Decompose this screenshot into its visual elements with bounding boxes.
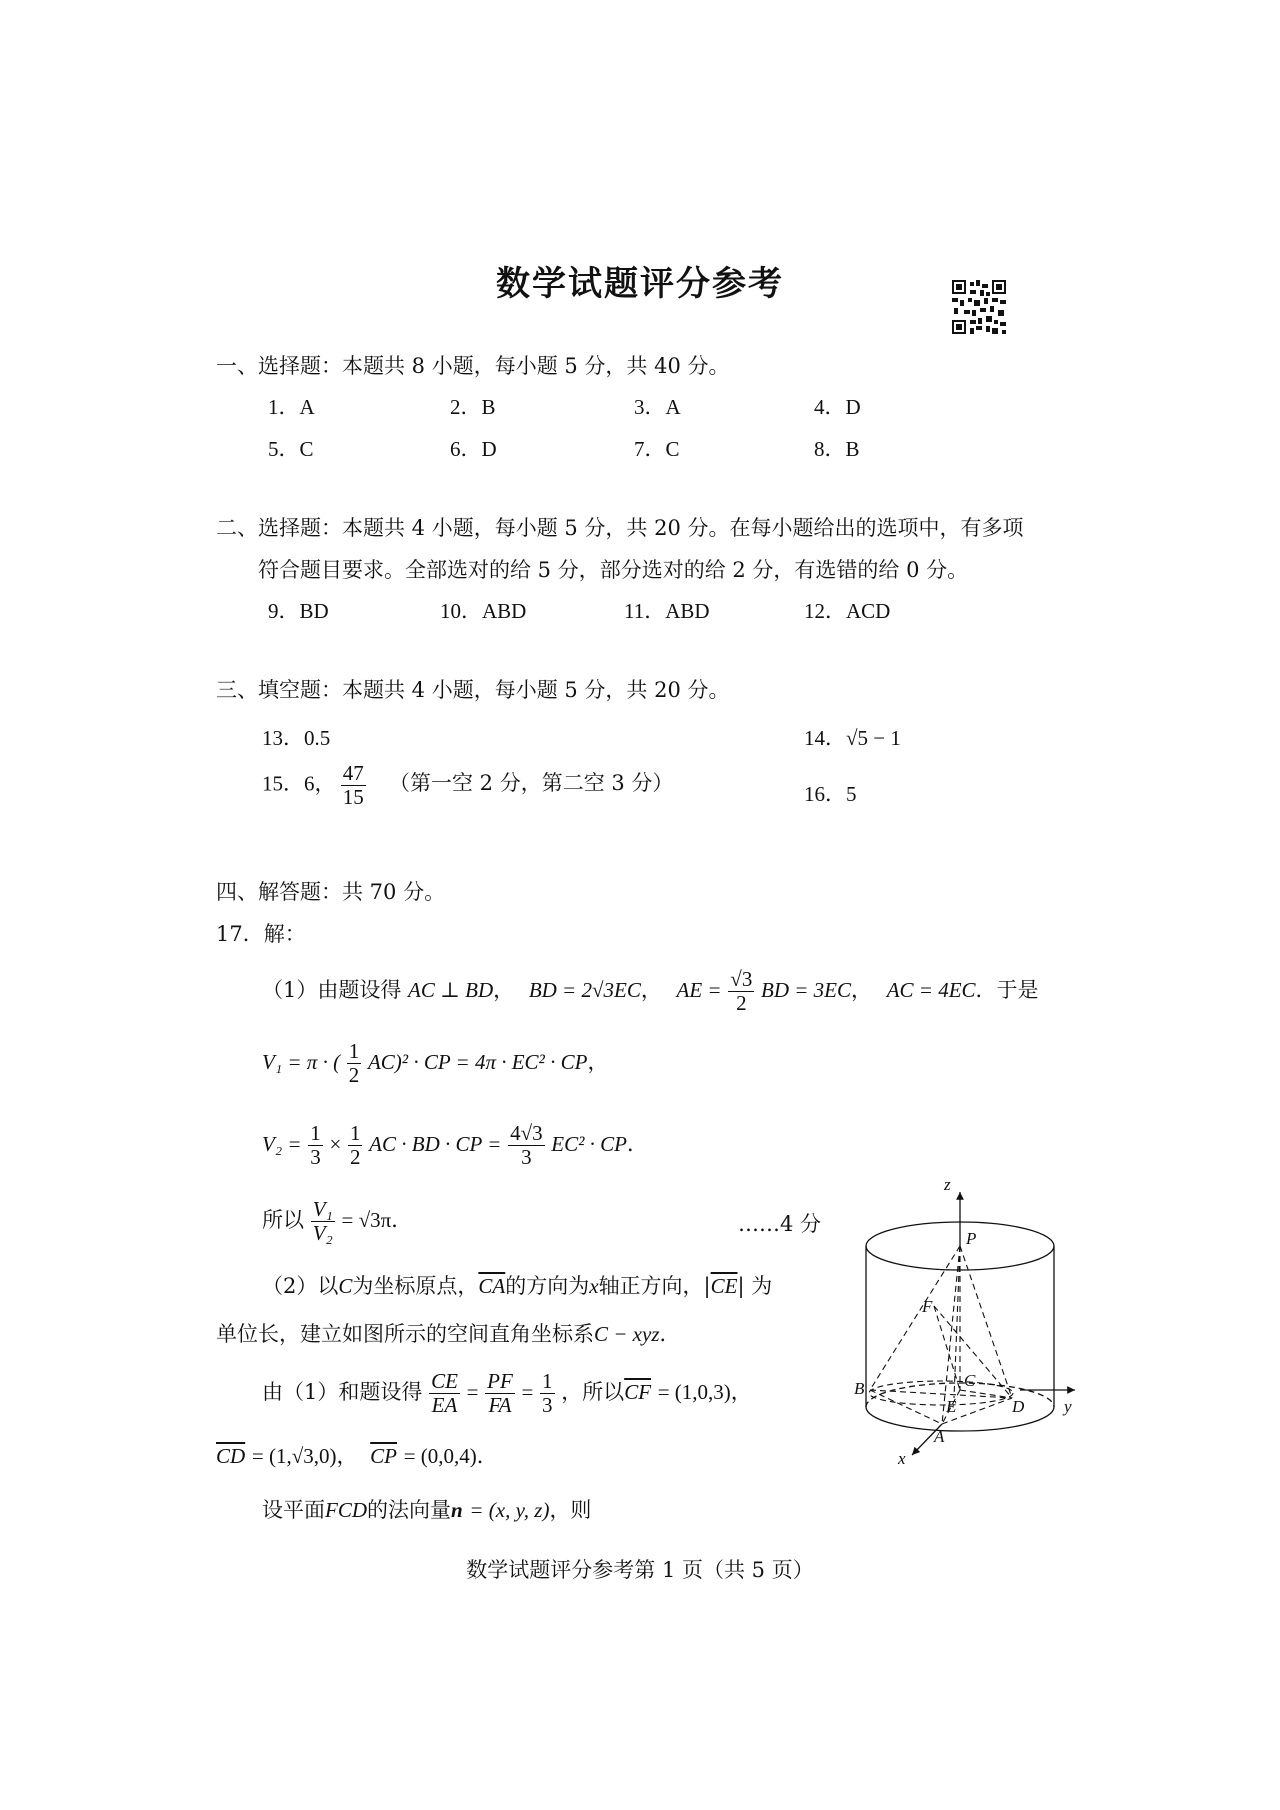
text: ．于是 — [975, 978, 1039, 1003]
text: ． — [627, 1132, 648, 1157]
answer-6: 6．D — [450, 437, 497, 461]
text: （2）以 — [262, 1274, 339, 1298]
score-mark: ……4 分 — [738, 1212, 822, 1236]
question-17-label: 17．解： — [216, 922, 306, 946]
text: ， — [587, 1050, 609, 1075]
label-a: A — [934, 1427, 945, 1446]
section4-heading: 四、解答题：共 70 分。 — [216, 880, 446, 904]
math: x — [589, 1274, 599, 1298]
math: = — [466, 1380, 479, 1405]
text: 单位长，建立如图所示的空间直角坐标系 — [216, 1322, 594, 1346]
text: 的法向量 — [367, 1498, 451, 1522]
fraction — [308, 1122, 323, 1169]
label-x: x — [898, 1449, 906, 1468]
page-title: 数学试题评分参考 — [496, 264, 784, 304]
math: = (x, y, z) — [469, 1498, 550, 1522]
text: 为坐标原点， — [352, 1274, 479, 1298]
cylinder-cone-figure — [830, 1180, 1090, 1480]
v1-equation — [262, 1040, 608, 1087]
answer-14-prefix: 14． — [804, 726, 846, 750]
fraction — [347, 1040, 362, 1087]
answer-3: 3．A — [634, 395, 681, 419]
page-footer: 数学试题评分参考第 1 页（共 5 页） — [466, 1558, 814, 1582]
math: = — [521, 1380, 534, 1405]
answer-11: 11．ABD — [624, 599, 710, 623]
fraction-numerator: PF — [487, 1369, 513, 1393]
math: AE = — [676, 978, 722, 1003]
part2-line4 — [216, 1440, 498, 1470]
fraction-numerator: 1 — [310, 1121, 321, 1145]
math: AC)² · CP = 4π · EC² · CP — [367, 1050, 588, 1075]
label-p: P — [966, 1229, 977, 1248]
answer-12: 12．ACD — [804, 599, 891, 623]
fraction — [485, 1370, 515, 1417]
answer-13: 13．0.5 — [262, 726, 331, 750]
math: AC · BD · CP = — [369, 1132, 502, 1157]
answer-1: 1．A — [268, 395, 315, 419]
fraction-denominator: 3 — [521, 1145, 532, 1170]
answer-15 — [262, 762, 673, 809]
text: 设平面 — [262, 1498, 325, 1522]
math: BD = 3EC — [761, 978, 852, 1003]
v2-equation — [262, 1122, 648, 1169]
answer-7: 7．C — [634, 437, 680, 461]
text: ． — [391, 1208, 413, 1233]
math: V₂ = — [262, 1132, 302, 1157]
fraction — [728, 968, 754, 1015]
fraction-denominator: EA — [431, 1393, 458, 1418]
answer-16: 16．5 — [804, 782, 857, 806]
fraction-numerator: √3 — [730, 967, 753, 991]
answer-15-prefix: 15．6， — [262, 771, 336, 796]
math: BD = 2√3EC — [528, 978, 641, 1003]
answer-5: 5．C — [268, 437, 314, 461]
math: × — [329, 1132, 342, 1157]
answer-15-fraction — [341, 762, 366, 809]
section1-heading: 一、选择题：本题共 8 小题，每小题 5 分，共 40 分。 — [216, 354, 730, 378]
text: ，则 — [549, 1498, 592, 1522]
math: EC² · CP — [551, 1132, 627, 1157]
answer-14-expr: √5 − 1 — [846, 726, 901, 750]
label-b: B — [854, 1379, 865, 1398]
fraction-denominator: 2 — [348, 1063, 360, 1088]
ratio-conclusion — [262, 1198, 412, 1245]
fraction — [348, 1122, 363, 1169]
text: ， — [640, 978, 662, 1003]
text: ， — [851, 978, 873, 1003]
fraction-denominator: 3 — [310, 1145, 321, 1170]
label-f: F — [922, 1297, 933, 1316]
answer-14 — [804, 722, 901, 752]
vector-ca: $\overline{CA}$ — [478, 1274, 506, 1298]
fraction-numerator: 1 — [542, 1369, 553, 1393]
math: FCD — [325, 1498, 367, 1522]
answer-15-note: （第一空 2 分，第二空 3 分） — [389, 771, 674, 796]
part1-statement — [262, 968, 1039, 1015]
math: = (1,√3,0)， — [251, 1444, 358, 1468]
fraction-denominator: FA — [488, 1393, 512, 1418]
part2-line2 — [216, 1318, 681, 1348]
answer-4: 4．D — [814, 395, 861, 419]
section3-heading: 三、填空题：本题共 4 小题，每小题 5 分，共 20 分。 — [216, 678, 730, 702]
vector-cf: $\overline{CF}$ — [624, 1380, 652, 1405]
part2-line3 — [262, 1370, 752, 1417]
vector-ce: $\overline{CE}$ — [710, 1274, 738, 1298]
section2-heading-line2: 符合题目要求。全部选对的给 5 分，部分选对的给 2 分，有选错的给 0 分。 — [258, 558, 969, 582]
fraction-numerator: CE — [431, 1369, 458, 1393]
math: AC = 4EC — [886, 978, 976, 1003]
math: C — [338, 1274, 353, 1298]
math: = (0,0,4)． — [403, 1444, 498, 1468]
fraction-numerator: 1 — [349, 1121, 361, 1145]
math: C − xyz — [594, 1322, 660, 1346]
text: 的方向为 — [505, 1274, 590, 1298]
part2-line1 — [262, 1270, 772, 1300]
math: = (1,0,3)， — [657, 1380, 752, 1405]
fraction-denominator: 3 — [542, 1393, 553, 1418]
fraction — [540, 1370, 555, 1417]
normal-vector: n — [451, 1498, 463, 1522]
qr-code-icon — [952, 280, 1006, 334]
fraction-denominator: 2 — [736, 991, 747, 1016]
fraction-numerator: V₁ — [312, 1197, 333, 1221]
fraction-denominator: V₂ — [312, 1221, 333, 1246]
answer-9: 9．BD — [268, 599, 329, 623]
section2-heading-line1: 二、选择题：本题共 4 小题，每小题 5 分，共 20 分。在每小题给出的选项中，有多项 — [216, 516, 1024, 540]
part2-line5 — [262, 1494, 591, 1524]
fraction-numerator: 1 — [348, 1039, 360, 1063]
vector-cd: $\overline{CD}$ — [216, 1444, 246, 1468]
text: ， — [493, 978, 515, 1003]
label-z: z — [944, 1180, 951, 1194]
fraction-numerator: 4√3 — [510, 1121, 543, 1145]
math: AC ⊥ BD — [408, 978, 494, 1003]
answer-2: 2．B — [450, 395, 496, 419]
math: = √3π — [341, 1208, 392, 1233]
fraction-denominator: 15 — [342, 785, 364, 810]
text: （1）由题设得 — [262, 978, 409, 1003]
answer-8: 8．B — [814, 437, 860, 461]
text: 所以 — [262, 1208, 304, 1233]
text: 轴正方向，| — [598, 1274, 711, 1298]
text: 由（1）和题设得 — [262, 1380, 423, 1405]
vector-cp: $\overline{CP}$ — [370, 1444, 398, 1468]
answer-10: 10．ABD — [440, 599, 527, 623]
fraction — [429, 1370, 460, 1417]
fraction — [508, 1122, 545, 1169]
text: ． — [659, 1322, 681, 1346]
label-e: E — [946, 1397, 957, 1416]
text: | 为 — [737, 1274, 773, 1298]
fraction-denominator: 2 — [349, 1145, 361, 1170]
label-c: C — [964, 1371, 976, 1390]
fraction — [311, 1198, 335, 1245]
label-y: y — [1064, 1397, 1072, 1416]
math: V₁ = π · ( — [262, 1050, 341, 1075]
label-d: D — [1012, 1397, 1025, 1416]
text: ，所以 — [561, 1380, 625, 1405]
fraction-numerator: 47 — [342, 761, 364, 785]
